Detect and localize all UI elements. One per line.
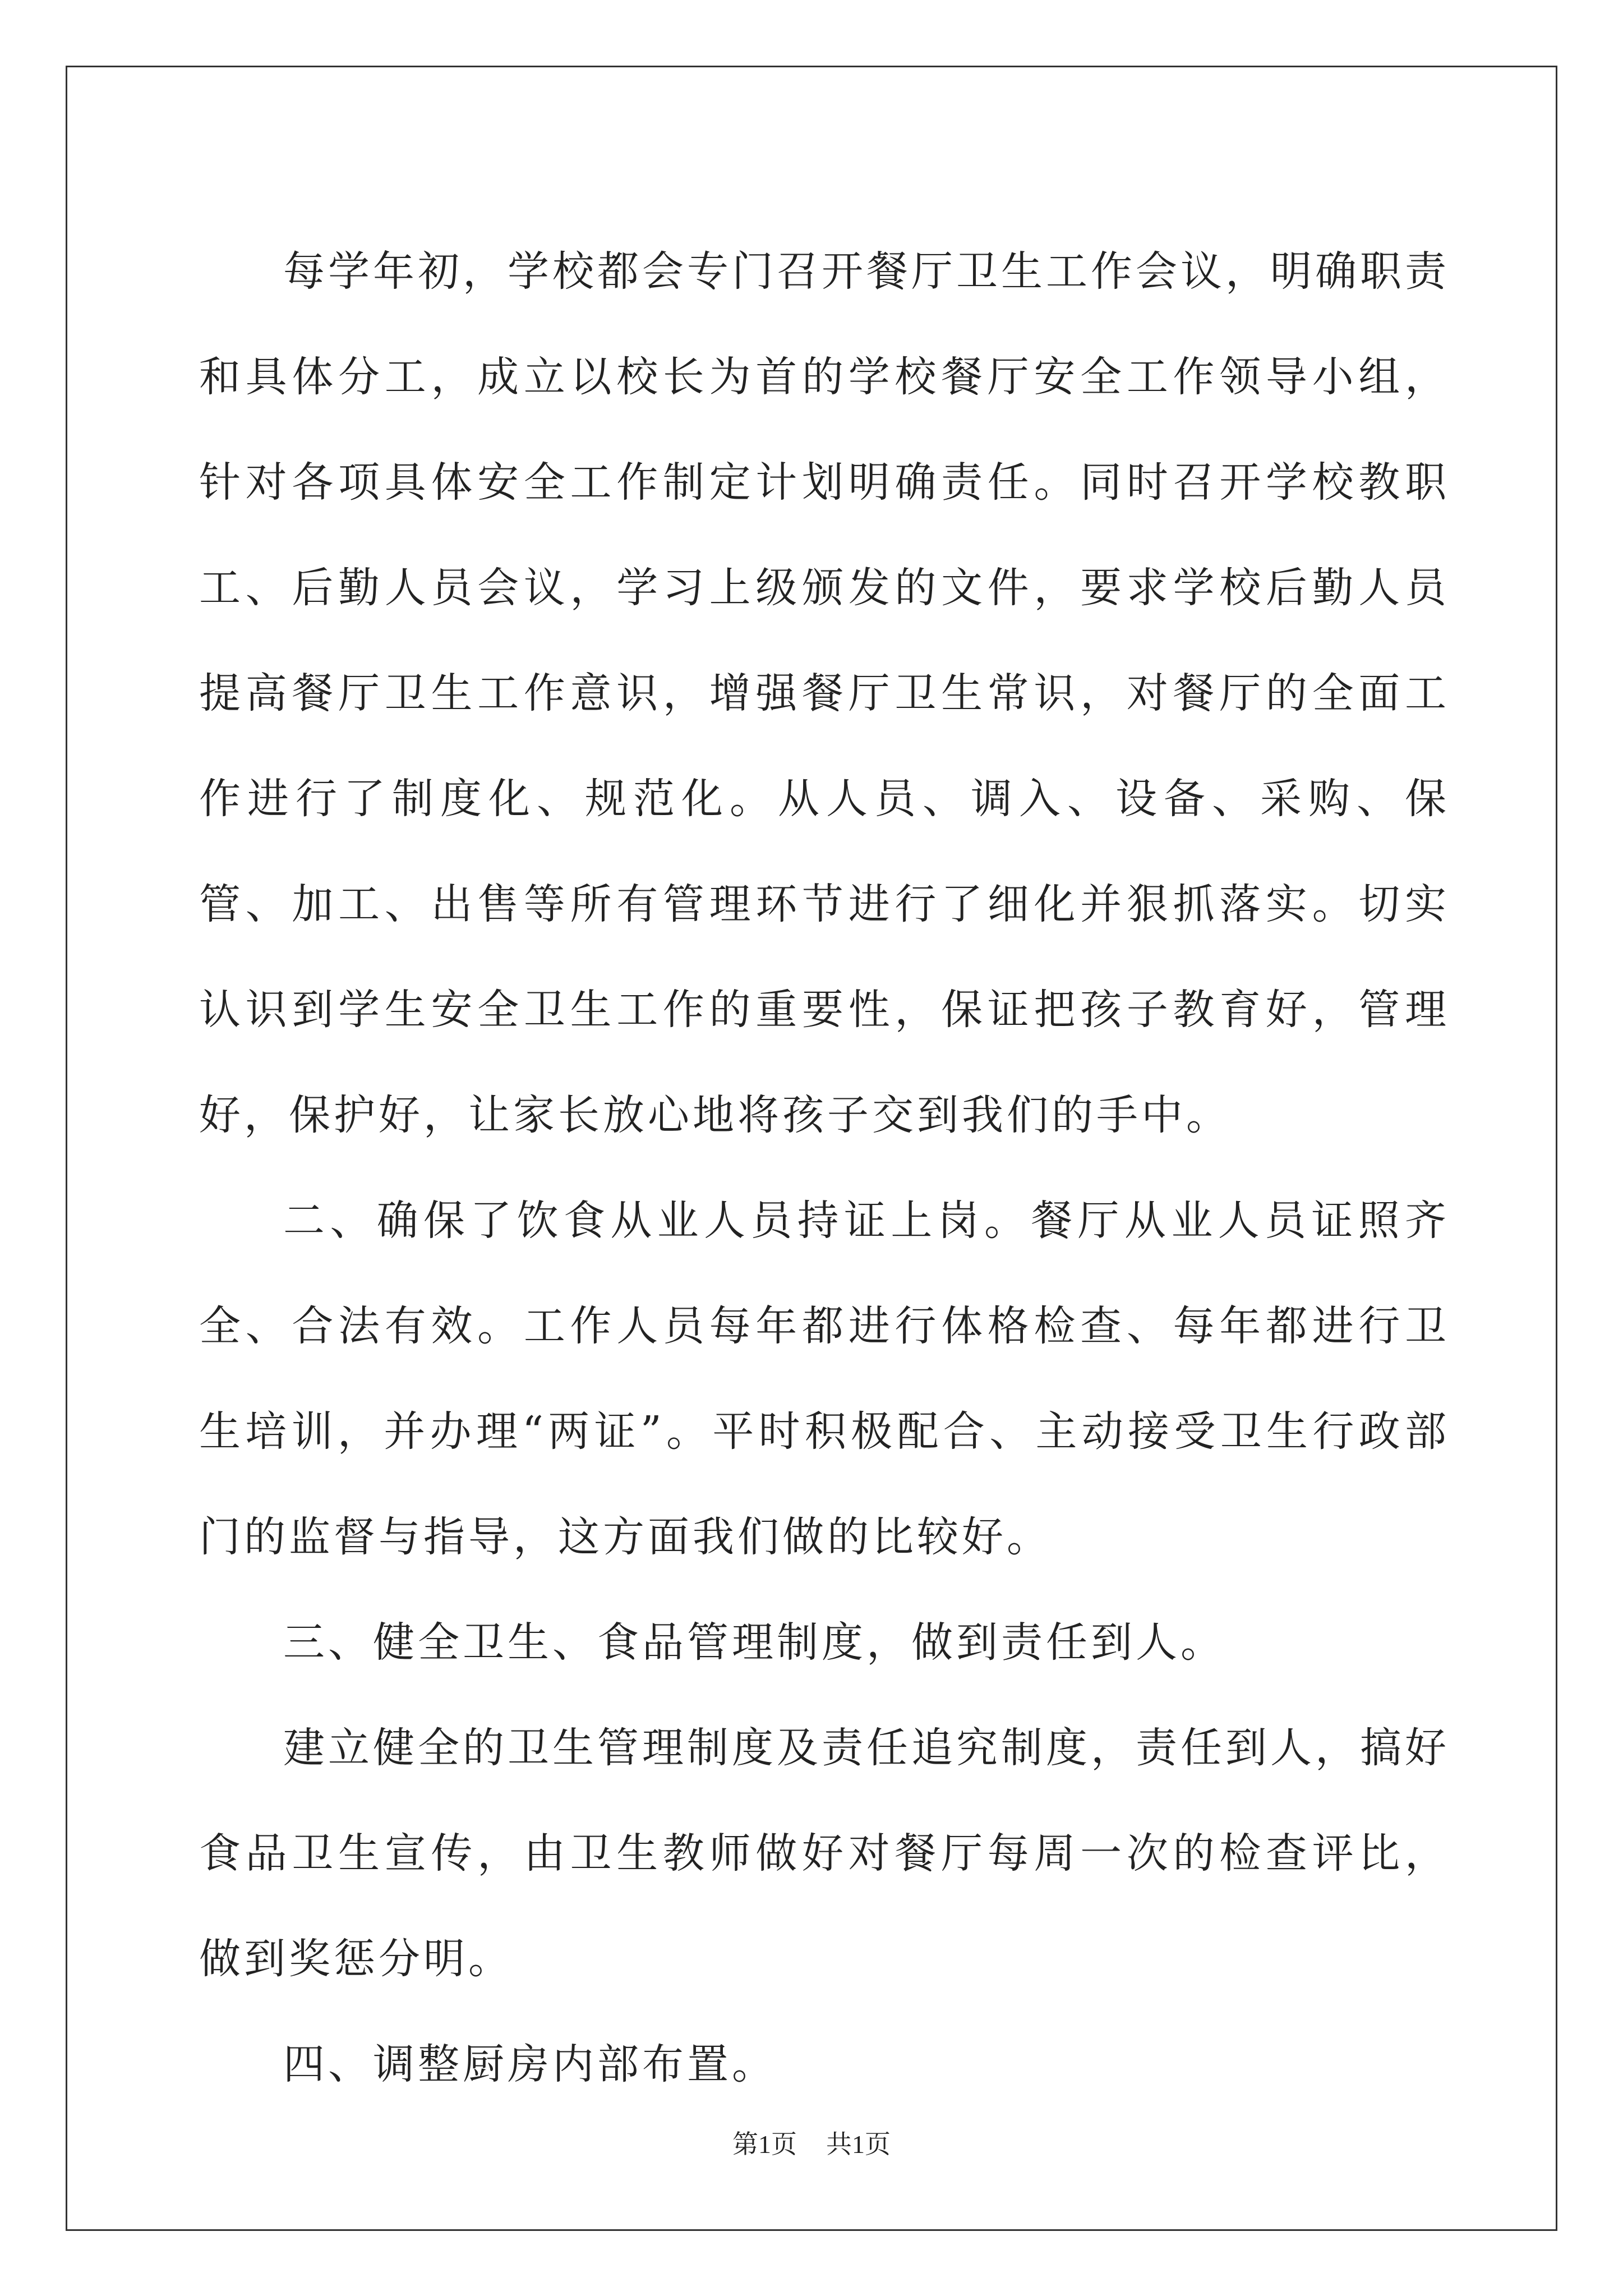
- page-number: 第1页: [732, 2130, 797, 2159]
- paragraph-section-three-heading: 三、健全卫生、食品管理制度，做到责任到人。: [283, 1618, 1225, 1667]
- paragraph-section-four-heading: 四、调整厨房内部布置。: [283, 2040, 777, 2088]
- document-body: [199, 219, 1450, 2117]
- paragraph-management-system: 建立健全的卫生管理制度及责任追究制度，责任到人，搞好食品卫生宣传，由卫生教师做好对餐厅每周一次的检查评比，做到奖惩分明。: [199, 1724, 1450, 1983]
- page-total: 共1页: [826, 2130, 891, 2159]
- paragraph-responsibilities: 每学年初，学校都会专门召开餐厅卫生工作会议，明确职责和具体分工，成立以校长为首的学校餐厅安全工作领导小组，针对各项具体安全工作制定计划明确责任。同时召开学校教职工、后勤人员会议，学习上级颁发的文件，要求学校后勤人员提高餐厅卫生工作意识，增强餐厅卫生常识，对餐厅的全面工作进行了制度化、规范化。从人员、调入、设备、采购、保管、加工、出售等所有管理环节进行了细化并狠抓落实。切实认识到学生安全卫生工作的重要性，保证把孩子教育好，管理好，保护好，让家长放心地将孩子交到我们的手中。: [199, 247, 1450, 1139]
- paragraph-certification: 二、确保了饮食从业人员持证上岗。餐厅从业人员证照齐全、合法有效。工作人员每年都进行体格检查、每年都进行卫生培训，并办理“两证”。平时积极配合、主动接受卫生行政部门的监督与指导，这方面我们做的比较好。: [199, 1197, 1450, 1561]
- page-footer: [0, 2128, 1623, 2161]
